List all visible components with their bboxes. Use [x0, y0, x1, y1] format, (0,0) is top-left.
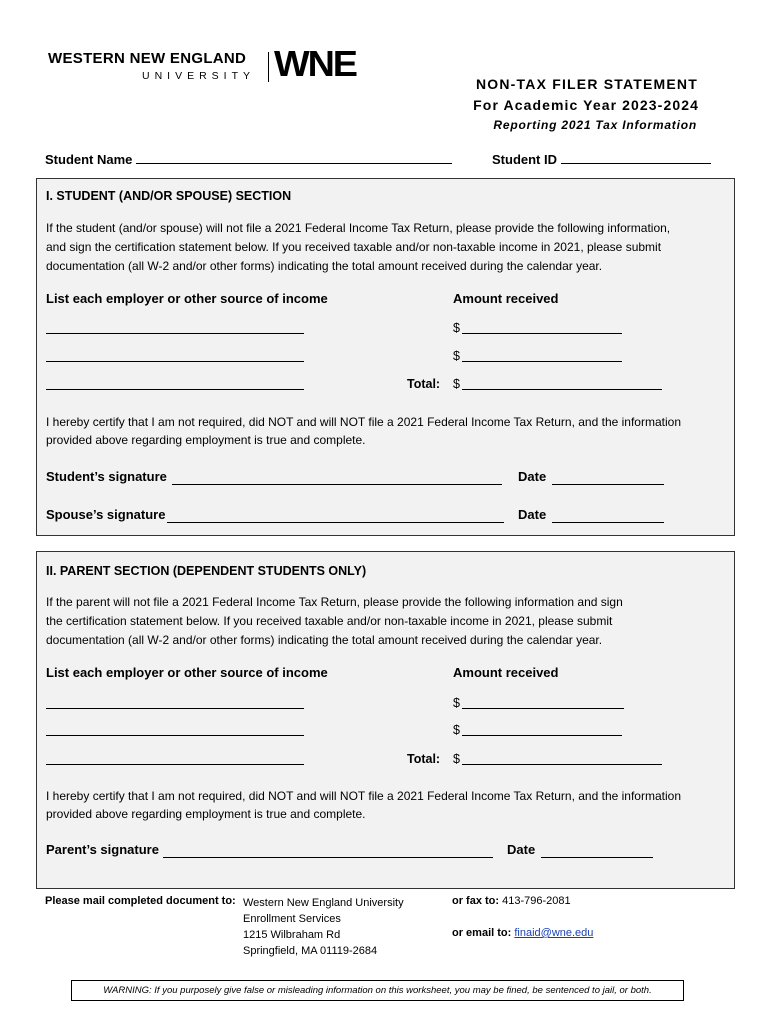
- parent-signature-label: Parent’s signature: [46, 842, 159, 857]
- total-amount-line[interactable]: [462, 388, 662, 390]
- income-source-line-2[interactable]: [46, 360, 304, 362]
- parent-income-source-line-2[interactable]: [46, 734, 304, 736]
- fax-info: [452, 895, 571, 907]
- student-certification: [46, 413, 726, 449]
- student-id-line[interactable]: [561, 151, 711, 164]
- spouse-signature-line[interactable]: [167, 521, 504, 523]
- fax-label: or fax to:: [452, 895, 500, 907]
- para-line: If the student (and/or spouse) will not file a 2021 Federal Income Tax Return, please provide the following information,: [46, 221, 671, 235]
- amount-line-2[interactable]: [462, 360, 622, 362]
- logo-line2: UNIVERSITY: [142, 70, 256, 82]
- para-line: If the parent will not file a 2021 Federal Income Tax Return, please provide the following information and sign: [46, 595, 623, 609]
- dollar-sign: $: [453, 696, 460, 710]
- parent-certification: [46, 787, 726, 823]
- cert-line: provided above regarding employment is true and complete.: [46, 433, 366, 447]
- parent-income-source-line-1[interactable]: [46, 707, 304, 709]
- student-date-label: Date: [518, 469, 547, 484]
- warning-box: WARNING: If you purposely give false or misleading information on this worksheet, you may be fined, be sentenced to jail, or both.: [71, 980, 684, 1001]
- spouse-date-line[interactable]: [552, 521, 664, 523]
- address-line: Enrollment Services: [243, 913, 341, 925]
- dollar-sign: $: [453, 377, 460, 391]
- fax-number: 413-796-2081: [502, 895, 571, 907]
- para-line: documentation (all W-2 and/or other forms) indicating the total amount received during the calendar year.: [46, 633, 603, 647]
- student-id-label: Student ID: [492, 152, 557, 167]
- amount-column-header: Amount received: [453, 665, 559, 680]
- form-subtitle: For Academic Year 2023-2024: [473, 97, 699, 113]
- source-column-header: List each employer or other source of income: [46, 291, 328, 306]
- form-title: NON-TAX FILER STATEMENT: [475, 76, 698, 92]
- amount-line-1[interactable]: [462, 332, 622, 334]
- student-name-label: Student Name: [45, 152, 133, 167]
- parent-date-line[interactable]: [541, 856, 653, 858]
- para-line: the certification statement below. If you received taxable and/or non-taxable income in 2021, please submit: [46, 614, 613, 628]
- student-signature-label: Student’s signature: [46, 469, 167, 484]
- mail-address: [243, 895, 404, 959]
- income-source-line-3[interactable]: [46, 388, 304, 390]
- cert-line: provided above regarding employment is true and complete.: [46, 807, 366, 821]
- address-line: 1215 Wilbraham Rd: [243, 929, 341, 941]
- logo-mark: WNE: [274, 43, 356, 84]
- parent-income-source-line-3[interactable]: [46, 763, 304, 765]
- dollar-sign: $: [453, 752, 460, 766]
- student-id-field[interactable]: [492, 151, 711, 167]
- address-line: Springfield, MA 01119-2684: [243, 945, 378, 957]
- student-section-instructions: [46, 219, 726, 276]
- student-name-field[interactable]: [45, 151, 452, 167]
- parent-date-label: Date: [507, 842, 536, 857]
- income-source-line-1[interactable]: [46, 332, 304, 334]
- dollar-sign: $: [453, 349, 460, 363]
- parent-amount-line-1[interactable]: [462, 707, 624, 709]
- email-info: [452, 927, 593, 939]
- dollar-sign: $: [453, 723, 460, 737]
- form-note: Reporting 2021 Tax Information: [493, 118, 697, 132]
- amount-column-header: Amount received: [453, 291, 559, 306]
- logo-line1: WESTERN NEW ENGLAND: [48, 50, 247, 67]
- spouse-signature-label: Spouse’s signature: [46, 507, 166, 522]
- mail-label: Please mail completed document to:: [45, 895, 236, 907]
- student-date-line[interactable]: [552, 483, 664, 485]
- cert-line: I hereby certify that I am not required, did NOT and will NOT file a 2021 Federal Income Tax Return, and the information: [46, 415, 681, 429]
- student-signature-line[interactable]: [172, 483, 502, 485]
- logo-divider: [268, 52, 269, 82]
- email-label: or email to:: [452, 927, 512, 939]
- email-link[interactable]: finaid@wne.edu: [514, 927, 594, 939]
- source-column-header: List each employer or other source of income: [46, 665, 328, 680]
- parent-signature-line[interactable]: [163, 856, 493, 858]
- student-name-line[interactable]: [136, 151, 452, 164]
- total-label: Total:: [407, 752, 441, 766]
- parent-section-instructions: [46, 593, 726, 650]
- para-line: and sign the certification statement below. If you received taxable and/or non-taxable income in 2021, please submit: [46, 240, 662, 254]
- total-label: Total:: [407, 377, 441, 391]
- parent-section: [36, 551, 735, 889]
- parent-amount-line-2[interactable]: [462, 734, 622, 736]
- cert-line: I hereby certify that I am not required, did NOT and will NOT file a 2021 Federal Income Tax Return, and the information: [46, 789, 681, 803]
- spouse-date-label: Date: [518, 507, 547, 522]
- student-section: [36, 178, 735, 536]
- parent-total-amount-line[interactable]: [462, 763, 662, 765]
- student-section-heading: I. STUDENT (AND/OR SPOUSE) SECTION: [46, 189, 292, 203]
- address-line: Western New England University: [243, 897, 404, 909]
- parent-section-heading: II. PARENT SECTION (DEPENDENT STUDENTS ONLY): [46, 564, 367, 578]
- dollar-sign: $: [453, 321, 460, 335]
- para-line: documentation (all W-2 and/or other forms) indicating the total amount received during the calendar year.: [46, 259, 603, 273]
